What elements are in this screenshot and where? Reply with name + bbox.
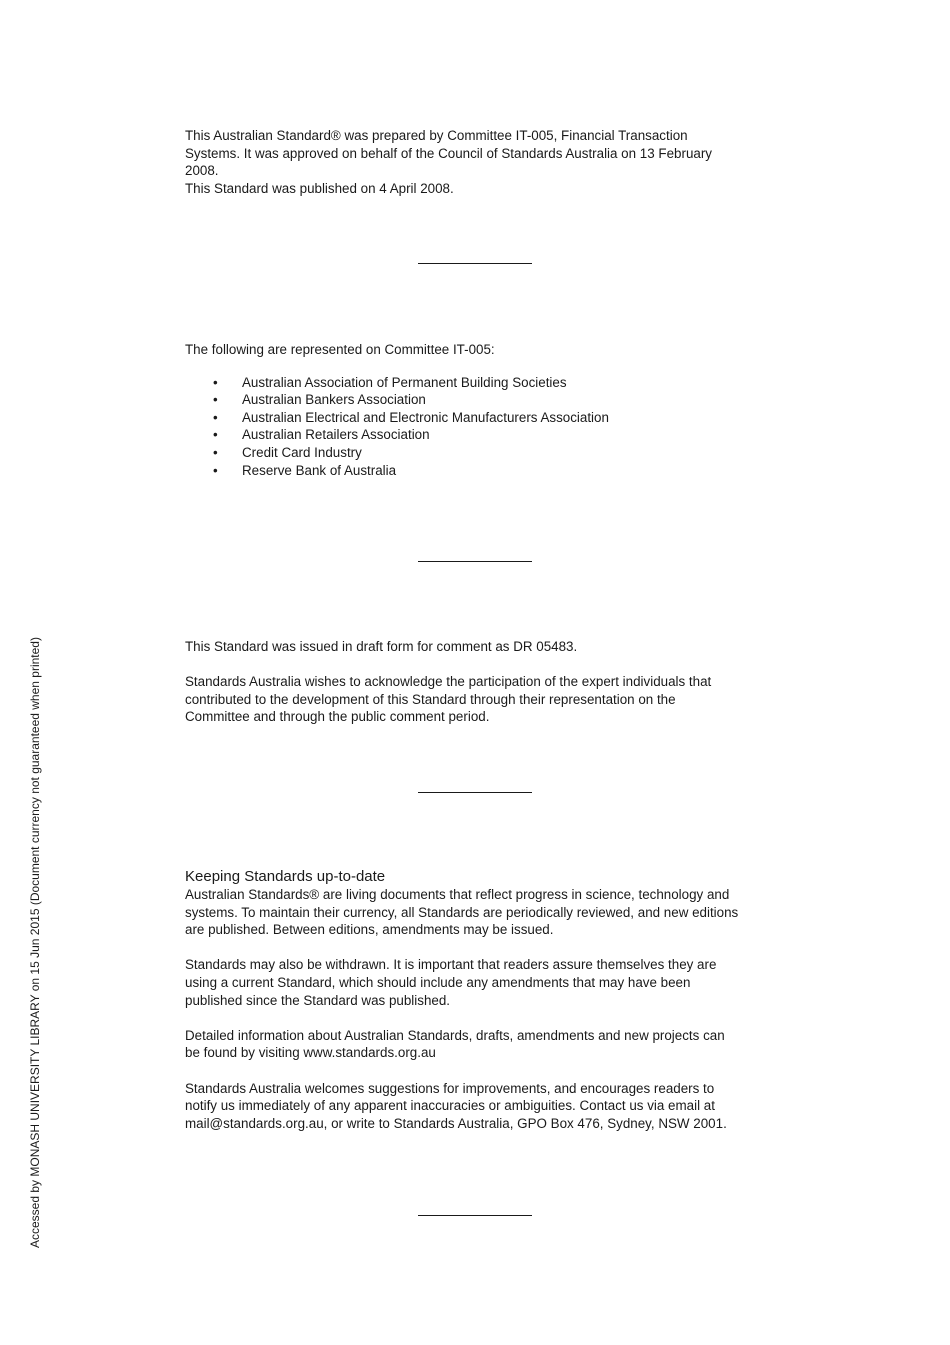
paragraph-line: systems. To maintain their currency, all Standards are periodically reviewed, and new editions: [185, 904, 739, 920]
section-divider: [418, 263, 532, 264]
list-item: [185, 426, 775, 444]
draft-issued: This Standard was issued in draft form for comment as DR 05483.: [185, 639, 578, 654]
section-divider: [418, 561, 532, 562]
committee-members-list: [185, 374, 775, 480]
access-watermark: Accessed by MONASH UNIVERSITY LIBRARY on 15 Jun 2015 (Document currency not guaranteed when printed): [28, 637, 42, 1248]
section-divider: [418, 1215, 532, 1216]
member-name: Credit Card Industry: [242, 444, 362, 460]
bullet-icon: •: [213, 462, 218, 478]
committee-block: [185, 341, 775, 479]
member-name: Reserve Bank of Australia: [242, 462, 397, 478]
list-item: [185, 444, 775, 462]
bullet-icon: •: [213, 444, 218, 460]
list-item: [185, 462, 775, 480]
paragraph-line: notify us immediately of any apparent inaccuracies or ambiguities. Contact us via email at: [185, 1098, 715, 1114]
member-name: Australian Bankers Association: [242, 392, 426, 408]
bullet-icon: •: [213, 374, 218, 390]
preparation-line: Systems. It was approved on behalf of the Council of Standards Australia on 13 February: [185, 145, 712, 161]
acknowledgement-line: Standards Australia wishes to acknowledge the participation of the expert individuals that: [185, 674, 712, 690]
acknowledgement-line: Committee and through the public comment period.: [185, 709, 490, 725]
preparation-block: [185, 127, 775, 197]
bullet-icon: •: [213, 427, 218, 443]
paragraph-line: Standards may also be withdrawn. It is important that readers assure themselves they are: [185, 957, 717, 973]
member-name: Australian Association of Permanent Building Societies: [242, 374, 567, 390]
acknowledgement-line: contributed to the development of this Standard through their representation on the: [185, 691, 676, 707]
list-item: [185, 374, 775, 392]
section-divider: [418, 792, 532, 793]
paragraph-line: be found by visiting www.standards.org.au: [185, 1045, 436, 1061]
paragraph-line: Australian Standards® are living documents that reflect progress in science, technology and: [185, 887, 730, 902]
paragraph-line: Detailed information about Australian Standards, drafts, amendments and new projects can: [185, 1027, 725, 1043]
member-name: Australian Electrical and Electronic Manufacturers Association: [242, 409, 609, 425]
preparation-line: This Australian Standard® was prepared by Committee IT-005, Financial Transaction: [185, 128, 688, 143]
bullet-icon: •: [213, 409, 218, 425]
paragraph-line: published since the Standard was published.: [185, 992, 451, 1008]
committee-intro: The following are represented on Committee IT-005:: [185, 342, 495, 357]
publication-date: This Standard was published on 4 April 2008.: [185, 180, 454, 196]
section-heading: Keeping Standards up-to-date: [185, 868, 386, 885]
bullet-icon: •: [213, 392, 218, 408]
list-item: [185, 409, 775, 427]
list-item: [185, 391, 775, 409]
preparation-line: 2008.: [185, 163, 219, 179]
draft-block: [185, 638, 775, 726]
paragraph-line: mail@standards.org.au, or write to Standards Australia, GPO Box 476, Sydney, NSW 2001.: [185, 1115, 727, 1131]
paragraph-line: Standards Australia welcomes suggestions for improvements, and encourages readers to: [185, 1080, 715, 1096]
member-name: Australian Retailers Association: [242, 427, 430, 443]
paragraph-line: are published. Between editions, amendments may be issued.: [185, 922, 554, 938]
uptodate-block: [185, 867, 775, 1132]
paragraph-line: using a current Standard, which should include any amendments that may have been: [185, 974, 691, 990]
